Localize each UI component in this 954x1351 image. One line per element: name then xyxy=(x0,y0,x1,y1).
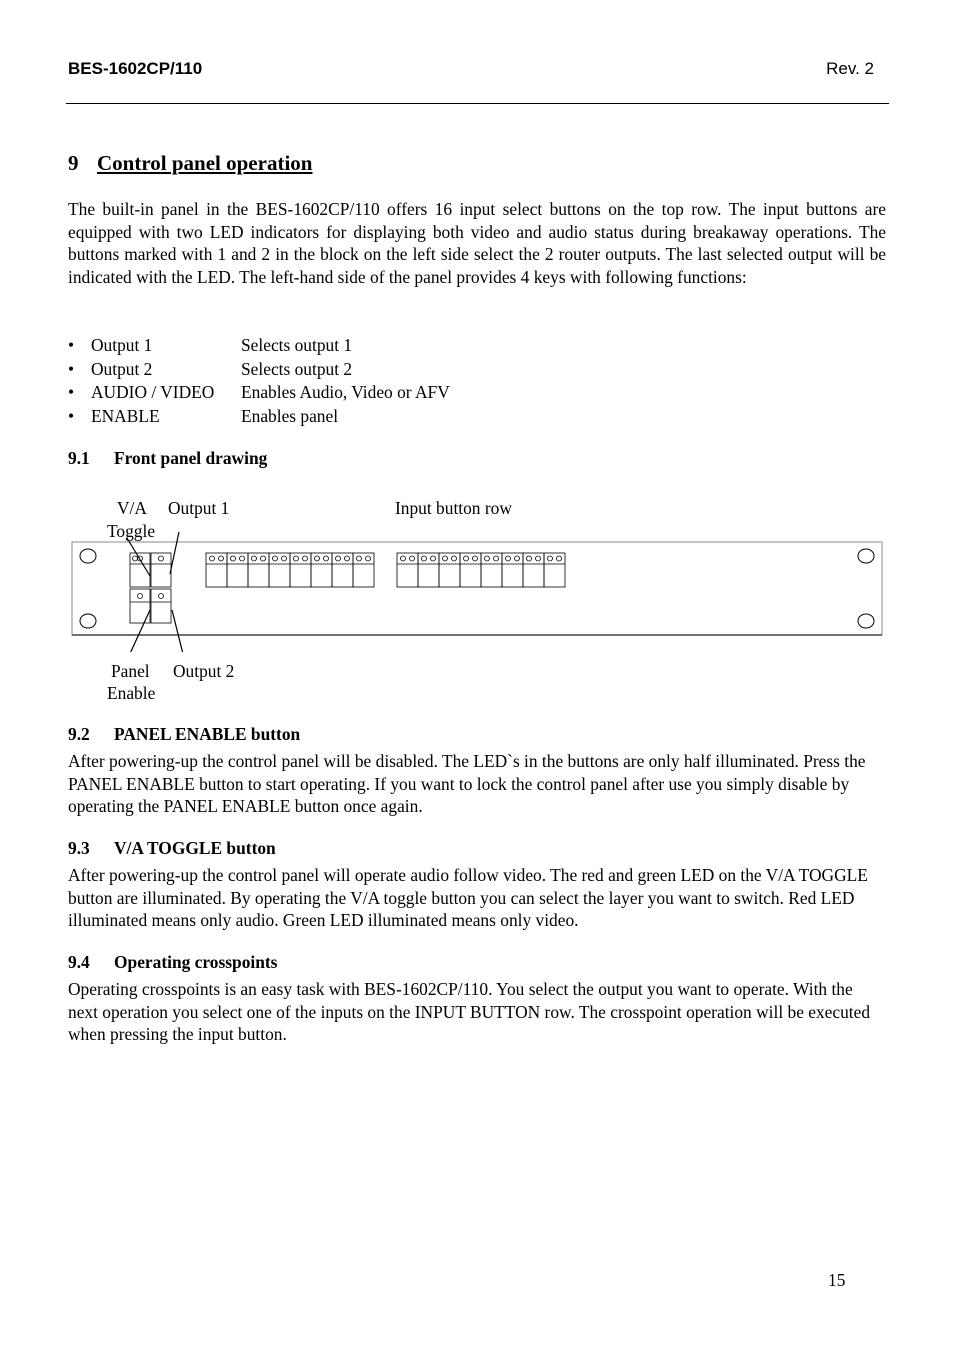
key-function: Selects output 1 xyxy=(241,335,353,355)
led-icon xyxy=(452,556,457,561)
revision-label: Rev. 2 xyxy=(826,59,874,78)
section-number: 9 xyxy=(68,151,79,175)
led-icon xyxy=(410,556,415,561)
led-icon xyxy=(252,556,257,561)
section-9-1-heading xyxy=(68,448,267,469)
section-title: Front panel drawing xyxy=(114,448,268,468)
led-icon xyxy=(557,556,562,561)
intro-paragraph: The built-in panel in the BES-1602CP/110 offers 16 input select buttons on the top row. The input buttons are equipped with two LED indicators for displaying both video and audio status during breakaway operations. The buttons marked with 1 and 2 in the block on the left side select the 2 router outputs. The last selected output will be indicated with the LED. The left-hand side of the panel provides 4 keys with following functions: xyxy=(68,199,886,287)
led-icon xyxy=(464,556,469,561)
led-icon xyxy=(336,556,341,561)
led-icon xyxy=(357,556,362,561)
led-icon xyxy=(282,556,287,561)
key-function: Enables Audio, Video or AFV xyxy=(241,382,450,402)
leader-line-panel-enable xyxy=(128,610,150,652)
output-key xyxy=(151,553,171,587)
key-function: Selects output 2 xyxy=(241,358,353,379)
section-9-heading xyxy=(68,151,312,176)
led-icon xyxy=(210,556,215,561)
led-icon xyxy=(240,556,245,561)
leader-line-va-toggle xyxy=(127,538,150,576)
led-icon xyxy=(506,556,511,561)
led-icon xyxy=(219,556,224,561)
section-9-3-heading xyxy=(68,838,276,859)
key-name: ENABLE xyxy=(91,405,160,426)
led-icon xyxy=(159,594,164,599)
key-name: Output 1 xyxy=(91,335,153,355)
section-9-2-heading xyxy=(68,724,300,745)
section-number: 9.3 xyxy=(68,838,90,858)
led-icon xyxy=(401,556,406,561)
label-output-2: Output 2 xyxy=(173,661,235,681)
led-icon xyxy=(485,556,490,561)
led-icon xyxy=(548,556,553,561)
led-icon xyxy=(345,556,350,561)
section-number: 9.4 xyxy=(68,952,90,972)
front-panel-drawing xyxy=(60,530,890,652)
led-icon xyxy=(231,556,236,561)
led-icon xyxy=(294,556,299,561)
mount-hole-icon xyxy=(80,614,96,628)
led-icon xyxy=(273,556,278,561)
page-number: 15 xyxy=(828,1270,846,1290)
section-number: 9.1 xyxy=(68,448,90,468)
section-title: PANEL ENABLE button xyxy=(114,724,301,744)
key-name: Output 2 xyxy=(91,358,153,379)
label-panel: Panel xyxy=(111,661,150,681)
led-icon xyxy=(515,556,520,561)
section-number: 9.2 xyxy=(68,724,90,744)
function-key xyxy=(151,589,171,623)
led-icon xyxy=(536,556,541,561)
section-9-4-heading xyxy=(68,952,277,973)
label-toggle: Toggle xyxy=(107,521,156,541)
bullet-icon: • xyxy=(68,382,75,402)
leader-line-output-2 xyxy=(172,610,184,652)
led-icon xyxy=(303,556,308,561)
header-rule xyxy=(66,103,889,104)
document-code: BES-1602CP/110 xyxy=(68,59,203,78)
led-icon xyxy=(473,556,478,561)
led-icon xyxy=(159,556,164,561)
led-icon xyxy=(261,556,266,561)
led-icon xyxy=(527,556,532,561)
section-title: V/A TOGGLE button xyxy=(114,838,276,858)
led-icon xyxy=(315,556,320,561)
mount-hole-icon xyxy=(858,614,874,628)
key-name: AUDIO / VIDEO xyxy=(91,382,215,402)
input-button-group-2 xyxy=(397,553,565,587)
led-icon xyxy=(324,556,329,561)
led-icon xyxy=(443,556,448,561)
label-output-1: Output 1 xyxy=(168,498,230,518)
label-va: V/A xyxy=(117,498,147,518)
bullet-icon: • xyxy=(68,405,75,426)
mount-hole-icon xyxy=(858,549,874,563)
input-button-group-1 xyxy=(206,553,374,587)
va-toggle-paragraph: After powering-up the control panel will operate audio follow video. The red and green LED on the V/A TOGGLE button are illuminated. By operating the V/A toggle button you can select the layer you want to switch. Red LED illuminated means only audio. Green LED illuminated means only video. xyxy=(68,865,868,930)
bullet-icon: • xyxy=(68,358,75,379)
led-icon xyxy=(366,556,371,561)
label-enable: Enable xyxy=(107,683,156,703)
led-icon xyxy=(138,594,143,599)
led-icon xyxy=(494,556,499,561)
label-input-button-row: Input button row xyxy=(395,498,512,518)
section-title: Operating crosspoints xyxy=(114,952,278,972)
panel-enable-paragraph: After powering-up the control panel will be disabled. The LED`s in the buttons are only half illuminated. Press the PANEL ENABLE button to start operating. If you want to lock the control panel after use you simply disable by operating the PANEL ENABLE button once again. xyxy=(68,751,866,816)
key-function: Enables panel xyxy=(241,405,339,426)
mount-hole-icon xyxy=(80,549,96,563)
left-key-block xyxy=(130,553,171,623)
bullet-icon: • xyxy=(68,335,75,355)
led-icon xyxy=(431,556,436,561)
crosspoints-paragraph: Operating crosspoints is an easy task with BES-1602CP/110. You select the output you want to operate. With the next operation you select one of the inputs on the INPUT BUTTON row. The crosspoint operation will be executed when pressing the input button. xyxy=(68,979,871,1044)
led-icon xyxy=(133,556,138,561)
panel-outline xyxy=(72,542,882,635)
led-icon xyxy=(422,556,427,561)
section-title: Control panel operation xyxy=(97,151,313,175)
